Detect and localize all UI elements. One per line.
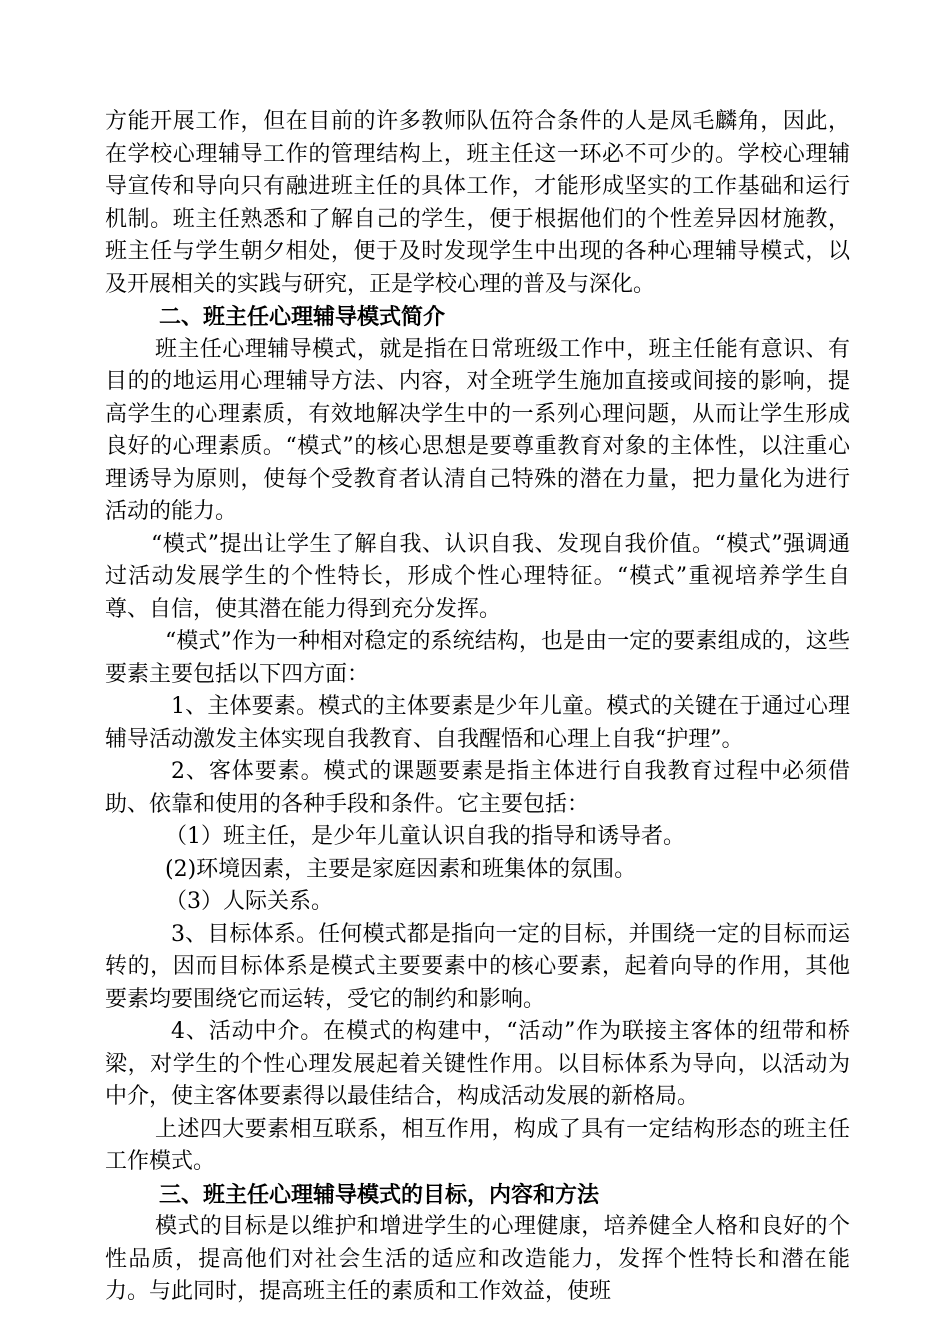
sub-item-head-teacher: （1）班主任，是少年儿童认识自我的指导和诱导者。 bbox=[165, 824, 685, 849]
sub-item-relations: （3）人际关系。 bbox=[165, 889, 333, 914]
sub-item-environment: (2)环境因素，主要是家庭因素和班集体的氛围。 bbox=[165, 856, 637, 882]
section-heading-2: 二、班主任心理辅导模式简介 bbox=[159, 304, 446, 330]
list-item-object-element: 2、客体要素。模式的课题要素是指主体进行自我教育过程中必须借助、依靠和使用的各种手段和条件。它主要包括： bbox=[105, 759, 850, 817]
paragraph-model-aims: “模式”提出让学生了解自我、认识自我、发现自我价值。“模式”强调通过活动发展学生的个性特长，形成个性心理特征。“模式”重视培养学生自尊、自信，使其潜在能力得到充分发挥。 bbox=[105, 531, 850, 622]
paragraph-model-definition: 班主任心理辅导模式，就是指在日常班级工作中，班主任能有意识、有目的的地运用心理辅导方法、内容，对全班学生施加直接或间接的影响，提高学生的心理素质，有效地解决学生中的一系列心理问题，从而让学生形成良好的心理素质。“模式”的核心思想是要尊重教育对象的主体性，以注重心理诱导为原则，使每个受教育者认清自己特殊的潜在力量，把力量化为进行活动的能力。 bbox=[105, 336, 850, 524]
paragraph-continuation: 方能开展工作，但在目前的许多教师队伍符合条件的人是凤毛麟角，因此，在学校心理辅导工作的管理结构上，班主任这一环必不可少的。学校心理辅导宣传和导向只有融进班主任的具体工作，才能形成坚实的工作基础和运行机制。班主任熟悉和了解自己的学生，便于根据他们的个性差异因材施教，班主任与学生朝夕相处，便于及时发现学生中出现的各种心理辅导模式，以及开展相关的实践与研究，正是学校心理的普及与深化。 bbox=[105, 109, 850, 297]
section-heading-3: 三、班主任心理辅导模式的目标，内容和方法 bbox=[159, 1181, 600, 1208]
document-body bbox=[105, 106, 850, 1309]
list-item-target-system: 3、目标体系。任何模式都是指向一定的目标，并围绕一定的目标而运转的，因而目标体系是模式主要要素中的核心要素，起着向导的作用，其他要素均要围绕它而运转，受它的制约和影响。 bbox=[105, 921, 850, 1012]
paragraph-model-elements: “模式”作为一种相对稳定的系统结构，也是由一定的要素组成的，这些要素主要包括以下四方面： bbox=[105, 629, 850, 687]
list-item-activity-medium: 4、活动中介。在模式的构建中，“活动”作为联接主客体的纽带和桥梁，对学生的个性心理发展起着关键性作用。以目标体系为导向，以活动为中介，使主客体要素得以最佳结合，构成活动发展的新格局。 bbox=[105, 1019, 850, 1109]
paragraph-summary: 上述四大要素相互联系，相互作用，构成了具有一定结构形态的班主任工作模式。 bbox=[105, 1116, 850, 1174]
list-item-subject-element: 1、主体要素。模式的主体要素是少年儿童。模式的关键在于通过心理辅导活动激发主体实现自我教育、自我醒悟和心理上自我“护理”。 bbox=[105, 694, 850, 752]
paragraph-model-goals: 模式的目标是以维护和增进学生的心理健康，培养健全人格和良好的个性品质，提高他们对社会生活的适应和改造能力，发挥个性特长和潜在能力。与此同时，提高班主任的素质和工作效益，使班 bbox=[105, 1214, 850, 1304]
